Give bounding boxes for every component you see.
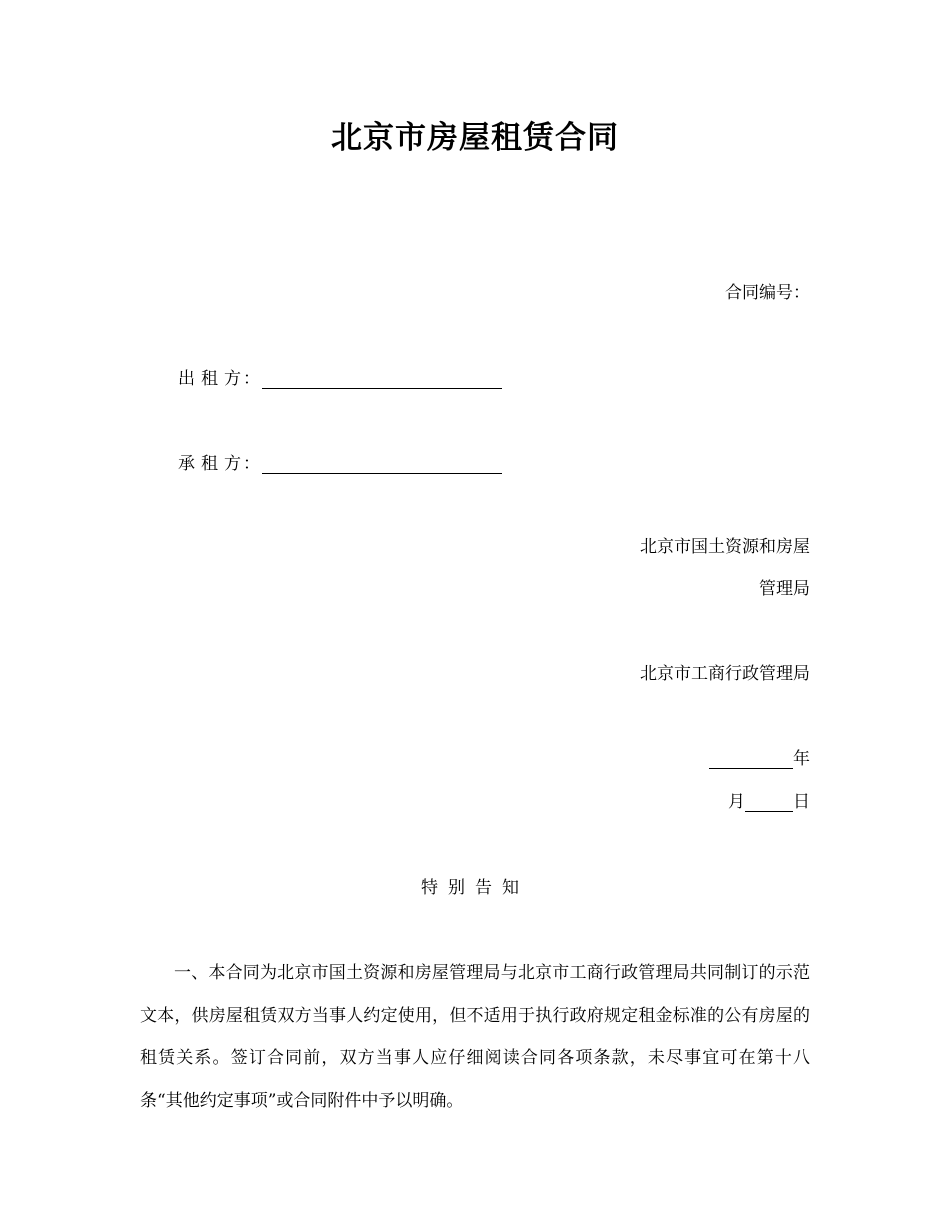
date-year-row: [709, 744, 810, 774]
lessee-blank-line[interactable]: [262, 455, 502, 474]
contract-number-label: 合同编号：: [725, 283, 810, 303]
lessee-label: 承租方: [178, 454, 247, 474]
year-blank-line[interactable]: [709, 750, 793, 769]
lessee-row: [178, 449, 502, 474]
notice-paragraph: 一、本合同为北京市国土资源和房屋管理局与北京市工商行政管理局共同制订的示范文本，供房屋租赁双方当事人约定使用，但不适用于执行政府规定租金标准的公有房屋的租赁关系。签订合同前，双方当事人应仔细阅读合同各项条款，未尽事宜可在第十八条“其他约定事项”或合同附件中予以明确。: [140, 963, 810, 1111]
lessor-row: [178, 364, 502, 389]
year-label: 年: [793, 749, 810, 769]
lessor-blank-line[interactable]: [262, 370, 502, 389]
lessor-label: 出租方: [178, 369, 247, 389]
lessor-colon: ：: [243, 369, 260, 389]
day-blank-line[interactable]: [745, 793, 793, 812]
day-label: 日: [793, 792, 810, 812]
notice-heading: 特别告知: [421, 878, 529, 898]
issuer-land-resources-line1: 北京市国土资源和房屋: [640, 537, 810, 557]
month-label: 月: [728, 792, 745, 812]
document-title: 北京市房屋租赁合同: [331, 120, 619, 156]
lessee-colon: ：: [243, 454, 260, 474]
issuer-industry-commerce: 北京市工商行政管理局: [640, 664, 810, 684]
issuer-land-resources-line2: 管理局: [759, 579, 810, 599]
date-month-day-row: [728, 787, 810, 812]
